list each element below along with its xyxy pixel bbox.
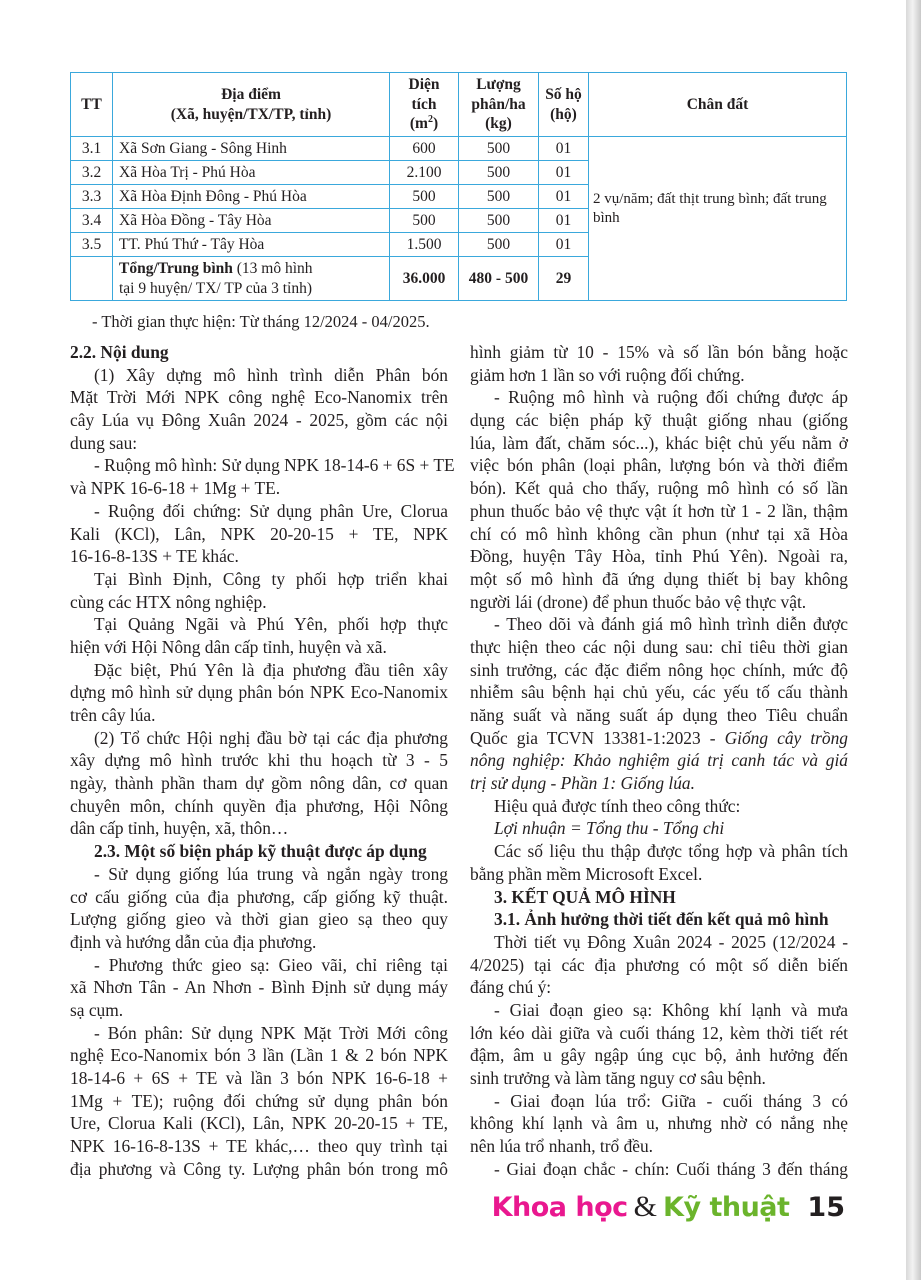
text-line: Tại Bình Định, Công ty phối hợp triển khai xyxy=(94,568,448,589)
text-line: dựng mô hình sử dụng phân bón NPK Eco-Nanomix xyxy=(70,682,448,703)
text-line: Mặt Trời Mới NPK công nghệ Eco-Nanomix trên xyxy=(70,387,448,408)
text-line: - Giai đoạn lúa trổ: Giữa - cuối tháng 3 có xyxy=(494,1090,848,1111)
total-label-rest: (13 mô hình xyxy=(232,260,313,278)
text-line: chuyên môn, chính quyền địa phương, Hội Nông xyxy=(70,795,448,816)
page-edge-shadow xyxy=(906,0,921,1280)
text-line: thực hiện theo các nội dung sau: chỉ tiêu thời gian xyxy=(470,636,848,657)
text-line: cùng các HTX nông nghiệp. xyxy=(70,591,267,612)
text-line: Đặc biệt, Phú Yên là địa phương đầu tiên xây xyxy=(94,659,448,680)
text-line: - Giai đoạn gieo sạ: Không khí lạnh và mưa xyxy=(494,999,848,1020)
text-line: Đồng, huyện Tây Hòa, tỉnh Phú Yên). Ngoài ra, xyxy=(470,546,848,567)
cell-households: 01 xyxy=(539,161,589,185)
cell-households: 01 xyxy=(539,233,589,257)
text-line: và NPK 16-6-18 + 1Mg + TE. xyxy=(70,478,281,499)
cell-area: 600 xyxy=(390,137,459,161)
text-line: - Theo dõi và đánh giá mô hình trình diễn được xyxy=(494,614,848,635)
text-line: - Ruộng mô hình và ruộng đối chứng được áp xyxy=(494,387,848,408)
text-line: xã Nhơn Tân - An Nhơn - Bình Định sử dụng máy xyxy=(70,977,448,998)
header-area-sup: 2 xyxy=(427,114,433,126)
text-line: 16-16-8-13S + TE khác. xyxy=(70,546,239,567)
footer-brand-part2: Kỹ thuật xyxy=(663,1191,790,1223)
text-line: dụng các biện pháp kỹ thuật giống nhau (giống xyxy=(470,410,848,431)
text-line: bằng phần mềm Microsoft Excel. xyxy=(470,863,703,884)
text-line: Lượng giống gieo và thời gian gieo sạ theo quy xyxy=(70,909,448,930)
cell-rate: 500 xyxy=(459,209,539,233)
table-header-row xyxy=(71,73,847,137)
cell-location: Xã Hòa Đồng - Tây Hòa xyxy=(113,209,390,233)
section-heading-3: 3. KẾT QUẢ MÔ HÌNH xyxy=(494,886,676,907)
cell-location: Xã Hòa Trị - Phú Hòa xyxy=(113,161,390,185)
cell-total-area: 36.000 xyxy=(390,257,459,301)
text-line: định và hướng dẫn của địa phương. xyxy=(70,931,317,952)
cell-households: 01 xyxy=(539,209,589,233)
cell-location: TT. Phú Thứ - Tây Hòa xyxy=(113,233,390,257)
text-line: nghệ Eco-Nanomix bón 3 lần (Lần 1 & 2 bón NPK xyxy=(70,1045,448,1066)
text-line: việc bón phân (loại phân, lượng bón và thời điểm xyxy=(470,455,848,476)
text-line: cơ cấu giống của địa phương, cấp giống kỹ thuật. xyxy=(70,886,448,907)
text-line: 1Mg + TE); ruộng đối chứng sử dụng phân bón xyxy=(70,1090,448,1111)
implementation-period-note: - Thời gian thực hiện: Từ tháng 12/2024 - 04/2025. xyxy=(92,312,430,331)
standard-title-italic: Giống cây trồng xyxy=(724,727,848,748)
soil-text: 2 vụ/năm; đất thịt trung bình; đất trung bình xyxy=(593,190,827,226)
cell-area: 2.100 xyxy=(390,161,459,185)
text-line: sạ cụm. xyxy=(70,999,124,1020)
text-line: năng suất và năng suất áp dụng theo Tiêu chuẩn xyxy=(470,705,848,725)
header-households-line1: Số hộ xyxy=(545,86,582,104)
header-area-unit: (m xyxy=(409,115,428,133)
text-line: giảm hơn 1 lần so với ruộng đối chứng. xyxy=(470,364,745,385)
header-location-line2: (Xã, huyện/TX/TP, tỉnh) xyxy=(170,105,332,123)
total-label-bold: Tổng/Trung bình xyxy=(119,260,233,278)
left-text-column xyxy=(70,341,455,1180)
text-line: bón). Kết quả cho thấy, ruộng mô hình có số lần xyxy=(470,478,848,499)
text-line: Ure, Clorua Kali (KCl), Lân, NPK 20-20-15 + TE, xyxy=(70,1113,448,1134)
text-line: dân cấp tỉnh, huyện, xã, thôn… xyxy=(70,818,289,839)
cell-area: 500 xyxy=(390,185,459,209)
header-rate-line1: Lượng xyxy=(476,76,521,94)
text-line: nhiễm sâu bệnh hại chủ yếu, các yếu tố cấu thành xyxy=(470,682,848,703)
text-line: nông nghiệp: Khảo nghiệm giá trị canh tác và giá xyxy=(470,750,848,771)
cell-total-rate: 480 - 500 xyxy=(459,257,539,301)
cell-households: 01 xyxy=(539,185,589,209)
text-line: một số mô hình đã ứng dụng thiết bị bay không xyxy=(470,568,848,589)
header-area xyxy=(390,73,459,137)
cell-soil-merged xyxy=(589,137,847,301)
section-heading-3-1: 3.1. Ảnh hưởng thời tiết đến kết quả mô hình xyxy=(494,909,829,930)
text-line: trị sử dụng - Phần 1: Giống lúa. xyxy=(470,773,695,794)
table-row xyxy=(71,137,847,161)
text-line: địa phương và Công ty. Lượng phân bón trong mô xyxy=(70,1158,448,1179)
text-line: 4/2025) tại các địa phương có một số diễn biến xyxy=(470,954,848,975)
text-line: chí có mô hình không cần phun (như tại xã Hòa xyxy=(470,523,848,544)
text-line: Thời tiết vụ Đông Xuân 2024 - 2025 (12/2024 - xyxy=(494,931,848,952)
header-tt: TT xyxy=(71,73,113,137)
cell-tt: 3.4 xyxy=(71,209,113,233)
header-area-line2: tích xyxy=(411,95,437,113)
text-line: 18-14-6 + 6S + TE và lần 3 bón NPK 16-6-18 + xyxy=(70,1068,448,1088)
cell-tt: 3.1 xyxy=(71,137,113,161)
section-heading-2-3: 2.3. Một số biện pháp kỹ thuật được áp dụng xyxy=(94,841,427,862)
text-line xyxy=(470,727,848,750)
cell-area: 500 xyxy=(390,209,459,233)
text-line: - Ruộng mô hình: Sử dụng NPK 18-14-6 + 6S + TE xyxy=(94,455,455,476)
model-locations-table xyxy=(70,72,847,301)
header-location xyxy=(113,73,390,137)
cell-households: 01 xyxy=(539,137,589,161)
cell-area: 1.500 xyxy=(390,233,459,257)
header-area-line1: Diện xyxy=(408,76,440,94)
cell-total-households: 29 xyxy=(539,257,589,301)
text-line: sinh trưởng và làm tăng nguy cơ sâu bệnh. xyxy=(470,1068,766,1088)
cell-rate: 500 xyxy=(459,137,539,161)
text-line: NPK 16-16-8-13S + TE khác,… theo quy trình tại xyxy=(70,1136,448,1157)
text-line: sinh trưởng, các đặc điểm nông học chính, mức độ xyxy=(470,659,848,680)
text-line: hiện với Hội Nông dân cấp tỉnh, huyện và xã. xyxy=(70,636,387,657)
header-rate xyxy=(459,73,539,137)
cell-location: Xã Sơn Giang - Sông Hinh xyxy=(113,137,390,161)
text-line: lúa, làm đất, chăm sóc...), khác biệt chủ yếu nằm ở xyxy=(470,432,848,453)
text-line: Tại Quảng Ngãi và Phú Yên, phối hợp thực xyxy=(94,614,448,635)
text-line: không khí lạnh và âm u, nhưng nhờ có nắng nhẹ xyxy=(470,1113,848,1134)
text-line: - Ruộng đối chứng: Sử dụng phân Ure, Clorua xyxy=(94,500,448,521)
text-line: hình giảm từ 10 - 15% và số lần bón bằng hoặc xyxy=(470,342,848,362)
page-footer xyxy=(491,1187,845,1227)
header-rate-line3: (kg) xyxy=(485,115,512,133)
text-line: - Bón phân: Sử dụng NPK Mặt Trời Mới công xyxy=(94,1022,448,1043)
standard-code: Quốc gia TCVN 13381-1:2023 - xyxy=(470,727,725,748)
cell-rate: 500 xyxy=(459,233,539,257)
text-line: - Phương thức gieo sạ: Gieo vãi, chỉ riêng tại xyxy=(94,954,448,975)
total-label-line2: tại 9 huyện/ TX/ TP của 3 tỉnh) xyxy=(119,279,313,297)
text-line: Các số liệu thu thập được tổng hợp và phân tích xyxy=(494,841,848,862)
header-soil: Chân đất xyxy=(589,73,847,137)
text-line: đáng chú ý: xyxy=(470,977,552,998)
text-line: (2) Tổ chức Hội nghị đầu bờ tại các địa phương xyxy=(94,727,448,748)
header-households xyxy=(539,73,589,137)
cell-tt: 3.5 xyxy=(71,233,113,257)
right-text-column xyxy=(470,341,848,1180)
text-line: lớn kéo dài giữa và cuối tháng 12, kèm thời tiết rét xyxy=(470,1022,848,1043)
text-line: phun thuốc bảo vệ thực vật ít hơn từ 1 - 2 lần, thậm xyxy=(470,500,848,521)
cell-tt: 3.2 xyxy=(71,161,113,185)
cell-tt: 3.3 xyxy=(71,185,113,209)
cell-tt-empty xyxy=(71,257,113,301)
text-line: - Sử dụng giống lúa trung và ngắn ngày trong xyxy=(94,863,448,884)
cell-rate: 500 xyxy=(459,185,539,209)
page-number: 15 xyxy=(807,1191,845,1223)
footer-brand-part1: Khoa học xyxy=(491,1191,628,1223)
header-households-line2: (hộ) xyxy=(550,105,577,123)
text-line: (1) Xây dựng mô hình trình diễn Phân bón xyxy=(94,364,448,385)
text-line: trên cây lúa. xyxy=(70,705,156,725)
cell-total-label xyxy=(113,257,390,301)
cell-rate: 500 xyxy=(459,161,539,185)
text-line: Hiệu quả được tính theo công thức: xyxy=(494,795,741,816)
text-line: dung sau: xyxy=(70,432,138,453)
text-line: Kali (KCl), Lân, NPK 20-20-15 + TE, NPK xyxy=(70,523,448,544)
footer-ampersand: & xyxy=(633,1190,658,1223)
header-rate-line2: phân/ha xyxy=(471,95,526,113)
text-line: xây dựng mô hình trước khi thu hoạch từ 3 - 5 xyxy=(70,750,448,771)
text-line: ngày, thành phần tham dự gồm nông dân, cơ quan xyxy=(70,773,448,794)
section-heading-2-2: 2.2. Nội dung xyxy=(70,342,169,362)
header-area-unit-close: ) xyxy=(432,115,439,133)
text-line: đậm, âm u gây ngập úng cục bộ, ảnh hưởng đến xyxy=(470,1045,848,1066)
text-line: - Giai đoạn chắc - chín: Cuối tháng 3 đến tháng xyxy=(494,1158,848,1179)
text-line: nên lúa trổ nhanh, trổ đều. xyxy=(470,1136,654,1157)
formula-line: Lợi nhuận = Tổng thu - Tổng chi xyxy=(494,818,725,839)
text-line: cây Lúa vụ Đông Xuân 2024 - 2025, gồm các nội xyxy=(70,410,448,431)
header-location-line1: Địa điểm xyxy=(221,86,281,104)
cell-location: Xã Hòa Định Đông - Phú Hòa xyxy=(113,185,390,209)
text-line: người lái (drone) để phun thuốc bảo vệ thực vật. xyxy=(470,591,807,612)
